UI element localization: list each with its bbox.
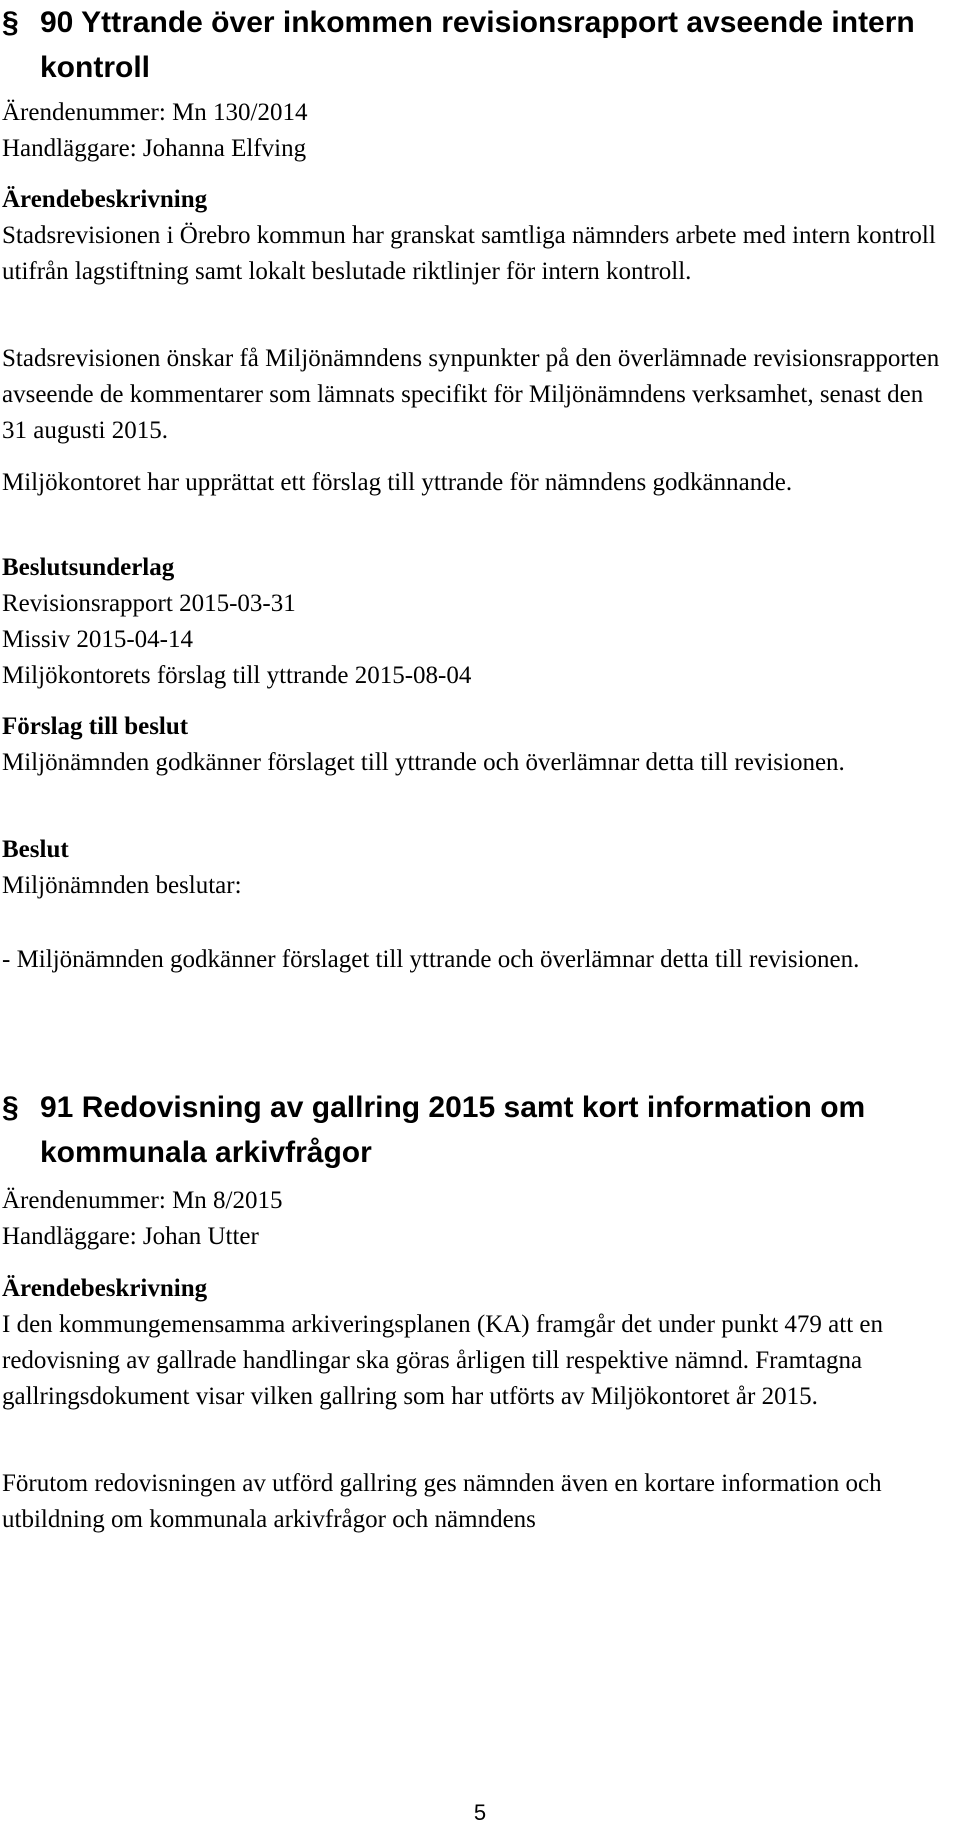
section-sign-icon: §: [2, 6, 19, 39]
description-paragraph: Miljökontoret har upprättat ett förslag till yttrande för nämndens godkännande.: [2, 469, 793, 496]
section-sign-icon: §: [2, 1091, 19, 1124]
description-paragraph: Stadsrevisionen i Örebro kommun har granskat samtliga nämnders arbete med intern kontroll utifrån lagstiftning samt lokalt beslutade riktlinjer för intern kontroll.: [2, 222, 936, 285]
basis-item: Miljökontorets förslag till yttrande 2015-08-04: [2, 662, 472, 689]
section-title: 90 Yttrande över inkommen revisionsrapport avseende intern kontroll: [40, 6, 915, 84]
case-number: Ärendenummer: Mn 8/2015: [2, 1187, 283, 1214]
basis-item: Revisionsrapport 2015-03-31: [2, 590, 296, 617]
case-handler: Handläggare: Johanna Elfving: [2, 135, 307, 162]
description-heading: Ärendebeskrivning: [2, 186, 208, 213]
page-number: 5: [473, 1800, 487, 1825]
basis-heading: Beslutsunderlag: [2, 554, 175, 581]
section-title: 91 Redovisning av gallring 2015 samt kort information om kommunala arkivfrågor: [40, 1091, 866, 1169]
proposal-text: Miljönämnden godkänner förslaget till yttrande och överlämnar detta till revisionen.: [2, 749, 845, 776]
decision-intro: Miljönämnden beslutar:: [2, 872, 242, 899]
description-paragraph: I den kommungemensamma arkiveringsplanen (KA) framgår det under punkt 479 att en redovisning av gallrade handlingar ska göras årligen till respektive nämnd. Framtagna gallringsdokument visar vilken gallring som har utförts av Miljökontoret år 2015.: [2, 1311, 883, 1410]
description-paragraph: Förutom redovisningen av utförd gallring ges nämnden även en kortare information och utbildning om kommunala arkivfrågor och nämndens: [2, 1470, 882, 1533]
decision-text: - Miljönämnden godkänner förslaget till yttrande och överlämnar detta till revisionen.: [2, 946, 860, 973]
description-heading: Ärendebeskrivning: [2, 1275, 208, 1302]
section-heading: [2, 0, 940, 90]
case-handler: Handläggare: Johan Utter: [2, 1223, 259, 1250]
section-heading: [2, 1085, 940, 1175]
decision-heading: Beslut: [2, 836, 69, 863]
basis-item: Missiv 2015-04-14: [2, 626, 193, 653]
proposal-heading: Förslag till beslut: [2, 713, 189, 740]
description-paragraph: Stadsrevisionen önskar få Miljönämndens synpunkter på den överlämnade revisionsrapporten avseende de kommentarer som lämnats specifikt för Miljönämndens verksamhet, senast den 31 augusti 2015.: [2, 345, 940, 444]
case-number: Ärendenummer: Mn 130/2014: [2, 99, 308, 126]
